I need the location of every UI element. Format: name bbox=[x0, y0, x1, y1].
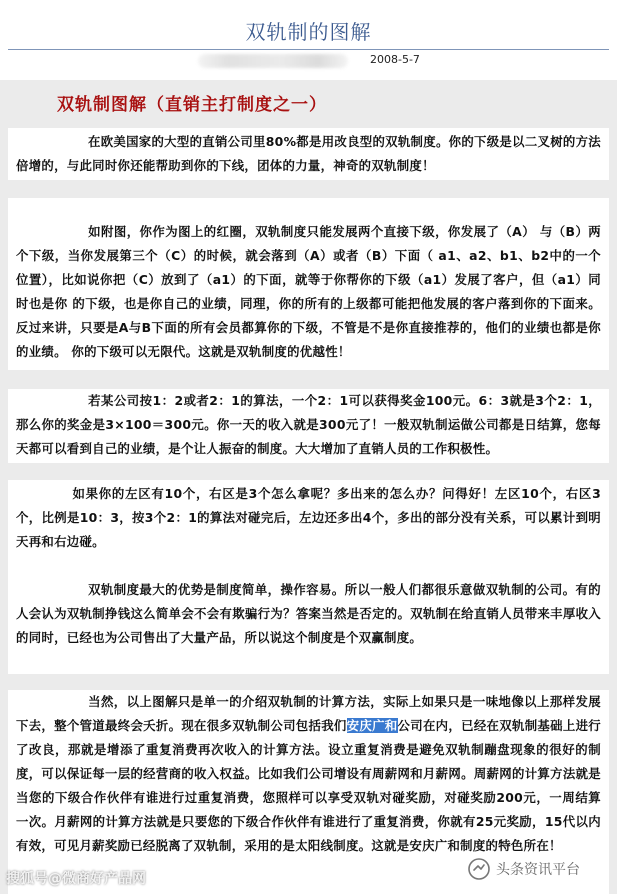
paragraph-text: 双轨制度最大的优势是制度简单，操作容易。所以一般人们都很乐意做双轨制的公司。有的人会认为双轨制挣钱这么简单会不会有欺骗行为？答案当然是否定的。双轨制在给直销人员带来丰厚收入的同时，已经也为公司售出了大量产品，所以说这个制度是个双赢制度。 bbox=[16, 582, 601, 645]
paragraph-text: 如果你的左区有10个，右区是3个怎么拿呢？多出来的怎么办？问得好！左区10个，右区3个，比例是10：3，按3个2：1的算法对碰完后，左边还多出4个，多出的部分没有关系，可以累计到明天再和右边碰。 bbox=[16, 486, 601, 549]
paragraph-text: 公司在内，已经在双轨制基础上进行了改良，那就是增添了重复消费再次收入的计算方法。设立重复消费是避免双轨制蹦盘现象的很好的制度，可以保证每一层的经营商的收入权益。比如我们公司增设有周薪网和月薪网。周薪网的计算方法就是当您的下级合作伙伴有谁进行过重复消费，您照样可以享受双轨对碰奖励，对碰奖励200元，一周结算一次。月薪网的计算方法就是只要您的下级合作伙伴有谁进行了重复消费，你就有25元奖励，15代以内有效，可见月薪奖励已经脱离了双轨制，采用的是太阳线制度。这就是安庆广和制度的特色所在！ bbox=[16, 718, 601, 853]
publish-date: 2008-5-7 bbox=[370, 53, 420, 66]
watermark-sohu: 搜狐号@微商好产品网 bbox=[6, 871, 146, 887]
toutiao-logo-icon bbox=[468, 858, 490, 880]
title-divider bbox=[8, 49, 609, 50]
paragraph-intro bbox=[8, 128, 609, 180]
paragraph-bonus-calculation bbox=[8, 389, 609, 463]
blurred-author-region bbox=[198, 54, 348, 68]
paragraph-text: 在欧美国家的大型的直销公司里80%都是用改良型的双轨制度。你的下级是以二叉树的方法倍增的，与此同时你还能帮助到你的下线，团体的力量，神奇的双轨制度！ bbox=[16, 134, 601, 173]
article-subtitle: 双轨制图解（直销主打制度之一） bbox=[57, 95, 327, 115]
paragraph-text: 当然，以上图解只是单一的介绍双轨制的计算方法，实际上如果只是一味地像以上那样发展下去，整个管道最终会夭折。现在很多双轨制公司包括我们 bbox=[16, 694, 601, 733]
paragraph-diagram-explanation bbox=[8, 198, 609, 370]
paragraph-left-right-matching bbox=[8, 480, 609, 674]
watermark-text: 头条资讯平台 bbox=[496, 862, 580, 878]
paragraph-text: 若某公司按1：2或者2：1的算法，一个2：1可以获得奖金100元。6：3就是3个2：1，那么你的奖金是3×100＝300元。你一天的收入就是300元了！一般双轨制运做公司都是日结算，您每天都可以看到自己的业绩，是个让人振奋的制度。大大增加了直销人员的工作积极性。 bbox=[16, 393, 601, 456]
paragraph-text: 如附图，你作为图上的红圈，双轨制度只能发展两个直接下级，你发展了（A） 与（B）两个下级，当你发展第三个（C）的时候，就会落到（A）或者（B）下面（ a1、a2、b1、b2中的一个位置），比如说你把（C）放到了（a1）的下面，就等于你帮你的下级（a1）发展了客户，但（a1）同时也是你 的下级，也是你自己的业绩，同理，你的所有的上级都可能把他发展的客户落到你的下面来。反过来讲，只要是A与B下面的所有会员都算你的下级，不管是不是你直接推荐的，他们的业绩也都是你的业绩。 你的下级可以无限代。这就是双轨制度的优越性！ bbox=[16, 224, 601, 359]
page-title: 双轨制的图解 bbox=[245, 20, 372, 44]
highlighted-company-name: 安庆广和 bbox=[346, 718, 398, 733]
header bbox=[0, 0, 617, 80]
watermark-toutiao bbox=[468, 858, 580, 880]
